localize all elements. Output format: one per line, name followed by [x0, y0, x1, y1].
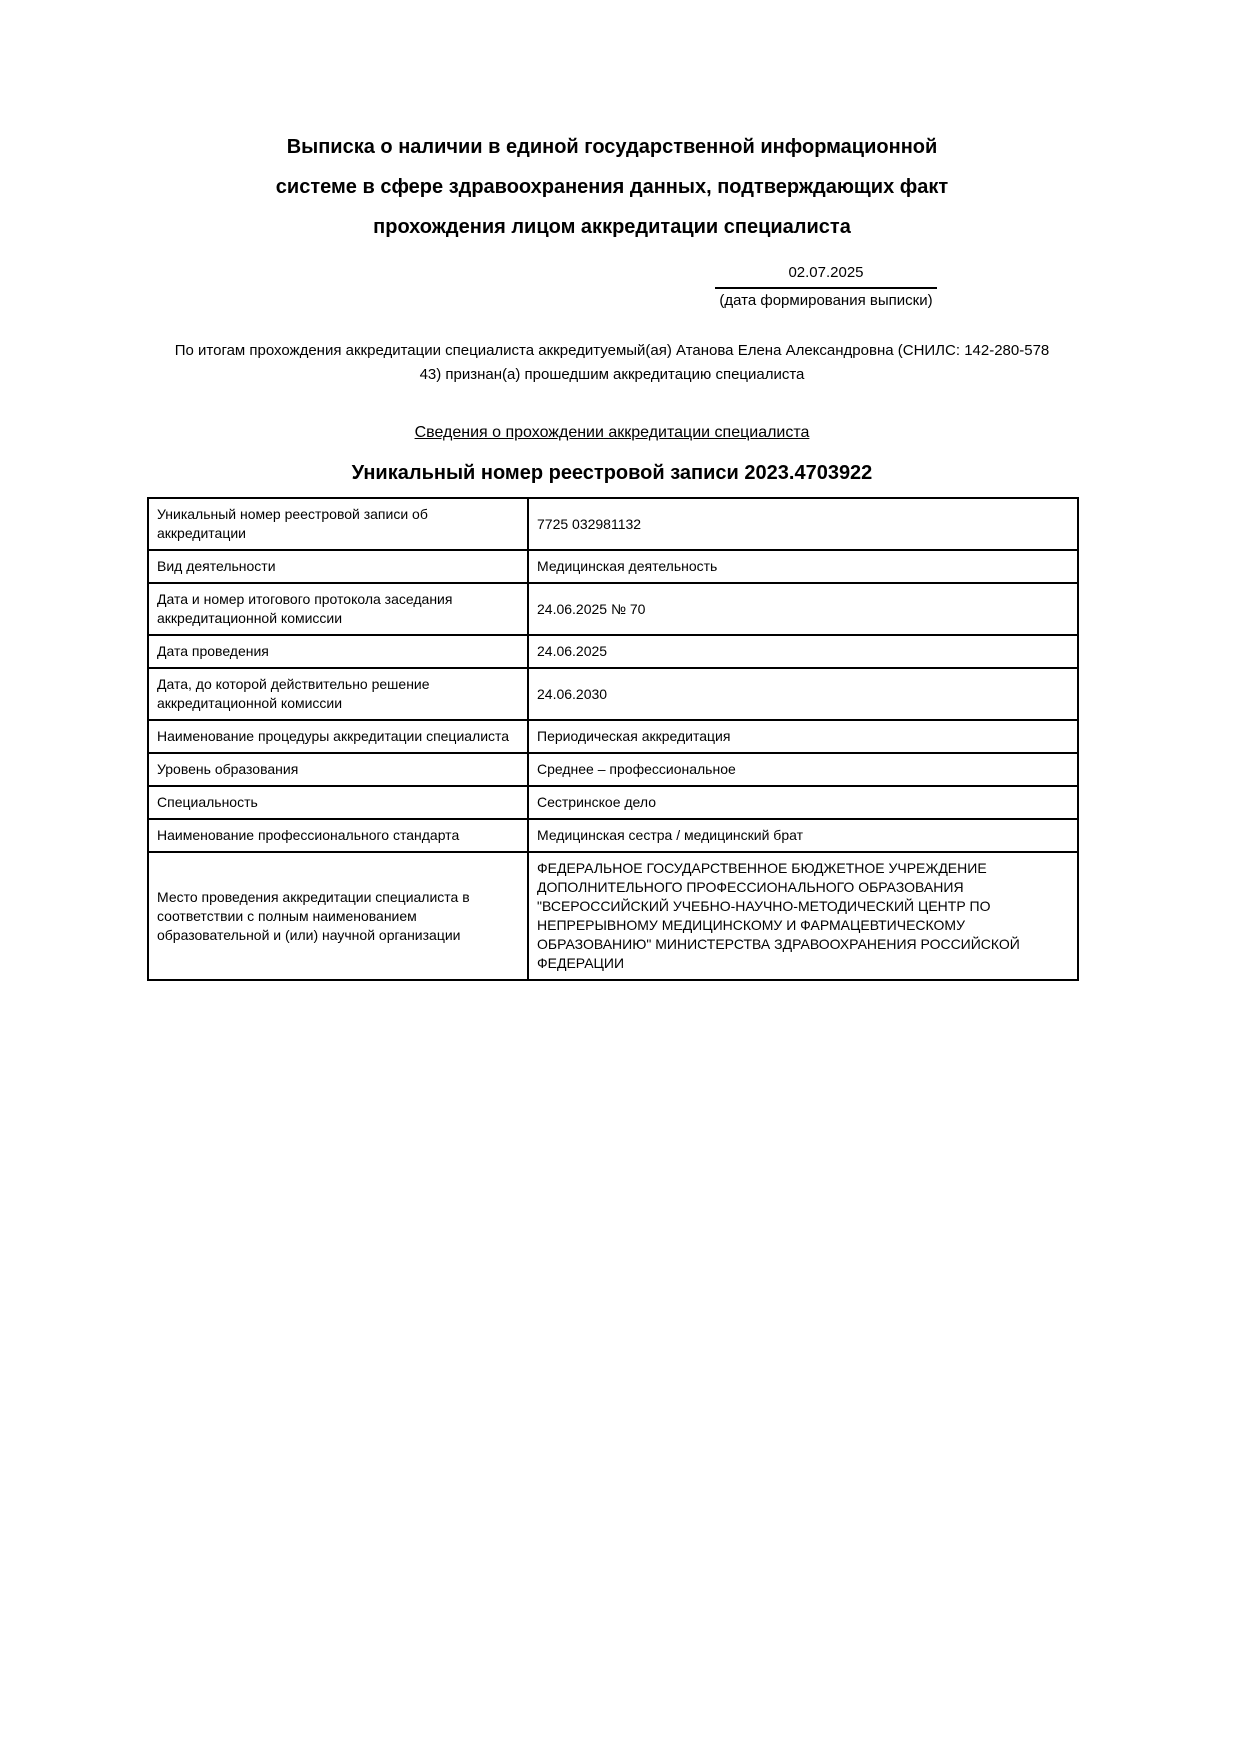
- table-row: [148, 819, 1078, 852]
- generation-date-value: 02.07.2025: [715, 262, 937, 289]
- row-label: Место проведения аккредитации специалиста в соответствии с полным наименованием образовательной и (или) научной организации: [148, 852, 528, 980]
- section-heading: Сведения о прохождении аккредитации специалиста: [414, 424, 810, 441]
- row-value: 24.06.2025: [528, 635, 1078, 668]
- row-value: Сестринское дело: [528, 786, 1078, 819]
- table-row: [148, 753, 1078, 786]
- row-value: Периодическая аккредитация: [528, 720, 1078, 753]
- registry-record-heading: Уникальный номер реестровой записи 2023.4703922: [351, 462, 873, 484]
- document-title-line: системе в сфере здравоохранения данных, подтверждающих факт: [275, 176, 949, 198]
- row-label: Дата проведения: [148, 635, 528, 668]
- table-row: [148, 498, 1078, 550]
- row-value: 24.06.2030: [528, 668, 1078, 720]
- row-label: Вид деятельности: [148, 550, 528, 583]
- table-row: [148, 635, 1078, 668]
- table-row: [148, 720, 1078, 753]
- row-label: Дата, до которой действительно решение аккредитационной комиссии: [148, 668, 528, 720]
- table-row: [148, 786, 1078, 819]
- document-title-line: прохождения лицом аккредитации специалиста: [373, 216, 851, 238]
- row-value: 24.06.2025 № 70: [528, 583, 1078, 635]
- row-value: Медицинская сестра / медицинский брат: [528, 819, 1078, 852]
- document-content: [147, 0, 1077, 981]
- document-title: [147, 127, 1077, 247]
- row-value: Среднее – профессиональное: [528, 753, 1078, 786]
- table-row: [148, 583, 1078, 635]
- table-row: [148, 550, 1078, 583]
- accreditation-result-line: По итогам прохождения аккредитации специалиста аккредитуемый(ая) Атанова Елена Александровна (СНИЛС: 142-280-578: [174, 342, 1050, 359]
- row-label: Уникальный номер реестровой записи об аккредитации: [148, 498, 528, 550]
- row-label: Специальность: [148, 786, 528, 819]
- row-label: Дата и номер итогового протокола заседания аккредитационной комиссии: [148, 583, 528, 635]
- accreditation-result-paragraph: [147, 339, 1077, 387]
- accreditation-details-table: [147, 497, 1079, 981]
- table-row: [148, 852, 1078, 980]
- document-title-line: Выписка о наличии в единой государственной информационной: [286, 136, 938, 158]
- row-label: Наименование профессионального стандарта: [148, 819, 528, 852]
- row-value: Медицинская деятельность: [528, 550, 1078, 583]
- table-row: [148, 668, 1078, 720]
- row-value: 7725 032981132: [528, 498, 1078, 550]
- accreditation-result-line: 43) признан(а) прошедшим аккредитацию специалиста: [419, 366, 805, 383]
- row-value: ФЕДЕРАЛЬНОЕ ГОСУДАРСТВЕННОЕ БЮДЖЕТНОЕ УЧРЕЖДЕНИЕ ДОПОЛНИТЕЛЬНОГО ПРОФЕССИОНАЛЬНОГО ОБРАЗОВАНИЯ "ВСЕРОССИЙСКИЙ УЧЕБНО-НАУЧНО-МЕТОДИЧЕСКИЙ ЦЕНТР ПО НЕПРЕРЫВНОМУ МЕДИЦИНСКОМУ И ФАРМАЦЕВТИЧЕСКОМУ ОБРАЗОВАНИЮ" МИНИСТЕРСТВА ЗДРАВООХРАНЕНИЯ РОССИЙСКОЙ ФЕДЕРАЦИИ: [528, 852, 1078, 980]
- row-label: Уровень образования: [148, 753, 528, 786]
- generation-date-block: [715, 262, 937, 311]
- row-label: Наименование процедуры аккредитации специалиста: [148, 720, 528, 753]
- generation-date-caption: (дата формирования выписки): [719, 292, 933, 309]
